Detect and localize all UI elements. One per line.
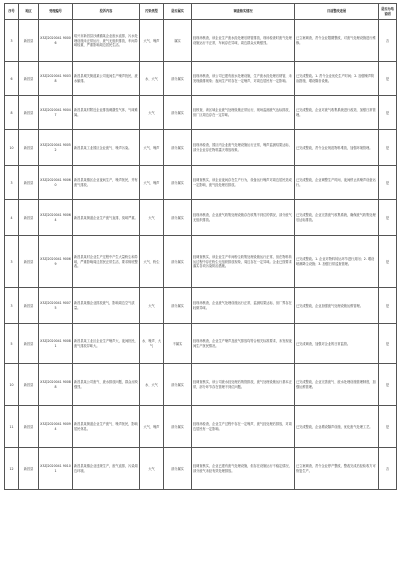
pollution-type: 水、噪声、大气 [140, 324, 164, 364]
case-code: X3ZJ2020041 90081 [39, 324, 73, 364]
investigation-details: 经调查核实，企业已建有废气处理设施，但存在设施运行不稳定情况，部分废气未经有效处理排放。 [192, 448, 295, 490]
investigation-details: 经现场核查，企业生产噪声及废气排放均符合相关标准要求，未发现夜间生产扰民情况。 [192, 324, 295, 364]
closure-status: 是 [379, 406, 397, 448]
pollution-type: 大气、噪声 [140, 20, 164, 62]
verification-status: 部分属实 [164, 288, 192, 324]
verification-status: 部分属实 [164, 236, 192, 288]
investigation-details: 经现场检查，园区内企业废气处理设施运行正常，噪声监测结果达标，部分企业存在物料露天堆放现象。 [192, 130, 295, 166]
row-number: 8 [5, 96, 19, 130]
region-cell: 新昌县 [19, 166, 39, 200]
row-number: 10 [5, 364, 19, 406]
table-header-row [5, 4, 397, 20]
closure-status: 是 [379, 62, 397, 96]
row-number: 12 [5, 448, 19, 490]
rectification-progress: 已完成整改，企业增设隔声设施，优化废气处理工艺。 [295, 406, 379, 448]
verification-status: 属实 [164, 20, 192, 62]
header-cell: 受理编号 [39, 4, 73, 20]
row-number: 3 [5, 236, 19, 288]
verification-status: 部分属实 [164, 62, 192, 96]
table-row [5, 62, 397, 96]
investigation-details: 经现场检查，企业生产过程中存在一定噪声，废气经处理后排放，对周边居民有一定影响。 [192, 406, 295, 448]
closure-status: 是 [379, 200, 397, 236]
header-cell: 目前整改进展 [295, 4, 379, 20]
closure-status: 否 [379, 448, 397, 490]
header-cell: 是否属实 [164, 4, 192, 20]
investigation-details: 经现场核查，该企业生产废水经处理后纳管排放，现场检查时废气处理设施运行不正常，车间存在异味，周边群众反映强烈。 [192, 20, 295, 62]
complaint-table [4, 3, 397, 490]
closure-status: 是 [379, 364, 397, 406]
header-cell: 地区 [19, 4, 39, 20]
header-cell: 是否办结说明 [379, 4, 397, 20]
row-number: 3 [5, 20, 19, 62]
rectification-progress: 已完成整改，企业完善废气、废水处理设施管理制度，加强运维管理。 [295, 364, 379, 406]
complaint-content: 新昌县某街道企业生产废气、噪声扰民，影响居民休息。 [73, 406, 140, 448]
table-row [5, 288, 397, 324]
complaint-content: 新昌县某镇企业违规生产，废气直排，污染周边环境。 [73, 448, 140, 490]
closure-status: 是 [379, 166, 397, 200]
pollution-type: 大气、噪声 [140, 166, 164, 200]
case-code: X3ZJ2020041 90088 [39, 364, 73, 406]
table-row [5, 448, 397, 490]
rectification-progress: 已完成整改，企业加强废气处理设施运维管理。 [295, 288, 379, 324]
row-number: 6 [5, 62, 19, 96]
rectification-progress: 已立案调查，责令企业限期整改，对废气处理设施进行维修。 [295, 20, 379, 62]
complaint-content: 新昌县某工业园区企业废气、噪声污染。 [73, 130, 140, 166]
closure-status: 是 [379, 96, 397, 130]
pollution-type: 大气、粉尘 [140, 236, 164, 288]
region-cell: 新昌县 [19, 406, 39, 448]
complaint-content: 绍兴市新昌县沙溪镇某企业废水直排，污水处理设施未正常运行，废气无组织排放，车间异味较重，严重影响周边居民生活。 [73, 20, 140, 62]
table-row [5, 166, 397, 200]
investigation-details: 经现场核查，企业废气收集处理设施存在收集不到位的情况，部分废气无组织排放。 [192, 200, 295, 236]
case-code: X3ZJ2020041 90038 [39, 62, 73, 96]
closure-status: 是 [379, 288, 397, 324]
rectification-progress: 已完成整改，企业完善废气收集系统，确保废气收集处理后达标排放。 [295, 200, 379, 236]
table-row [5, 236, 397, 288]
table-body [5, 20, 397, 490]
rectification-progress: 已完成整改，企业调整生产时间，夜间停止高噪声设备运行。 [295, 166, 379, 200]
complaint-content: 新昌县城关街道某公司夜间生产噪声扰民，废水偷排。 [73, 62, 140, 96]
header-cell: 调查核实情况 [192, 4, 295, 20]
rectification-progress: 已立案调查，责令企业停产整改，整改完成后经验收方可恢复生产。 [295, 448, 379, 490]
region-cell: 新昌县 [19, 236, 39, 288]
pollution-type: 大气 [140, 96, 164, 130]
case-code: X3ZJ2020041 90075 [39, 288, 73, 324]
pollution-type: 大气、噪声 [140, 130, 164, 166]
region-cell: 新昌县 [19, 288, 39, 324]
case-code: X3ZJ2020041 90052 [39, 130, 73, 166]
verification-status: 部分属实 [164, 448, 192, 490]
pollution-type: 大气 [140, 288, 164, 324]
region-cell: 新昌县 [19, 130, 39, 166]
region-cell: 新昌县 [19, 448, 39, 490]
complaint-content: 新昌县某街道企业生产废气直排，臭味严重。 [73, 200, 140, 236]
table-row [5, 20, 397, 62]
investigation-details: 经现场核查，该公司已建有废水处理设施，生产废水经处理后纳管，未发现偷排现象；夜间生产时存在一定噪声，对周边居民有一定影响。 [192, 62, 295, 96]
table-row [5, 96, 397, 130]
case-code: X3ZJ2020041 90060 [39, 166, 73, 200]
verification-status: 不属实 [164, 324, 192, 364]
table-row [5, 200, 397, 236]
pollution-type: 水、大气 [140, 62, 164, 96]
complaint-content: 新昌县某村企业生产过程中产生大量粉尘和异味，严重影响周边居民正常生活，要求彻底整改。 [73, 236, 140, 288]
pollution-type: 大气 [140, 448, 164, 490]
header-cell: 序号 [5, 4, 19, 20]
row-number: 11 [5, 406, 19, 448]
region-cell: 新昌县 [19, 200, 39, 236]
table-row [5, 130, 397, 166]
region-cell: 新昌县 [19, 324, 39, 364]
closure-status: 是 [379, 324, 397, 364]
complaint-content: 新昌县某工业区企业生产噪声大，夜间扰民，废气排放异味大。 [73, 324, 140, 364]
case-code: X3ZJ2020041 90094 [39, 406, 73, 448]
region-cell: 新昌县 [19, 96, 39, 130]
verification-status: 部分属实 [164, 200, 192, 236]
investigation-details: 经调查核实，该企业夜间存在生产行为，设备运行噪声对周边居民造成一定影响，废气经处理后排放。 [192, 166, 295, 200]
document-page [4, 3, 396, 490]
investigation-details: 经调查核实，该公司废水经处理后纳管排放，废气处理设施运行基本正常，部分环节存在管理不到位问题。 [192, 364, 295, 406]
table-row [5, 406, 397, 448]
row-number: 3 [5, 288, 19, 324]
rectification-progress: 已完成整改。1. 企业对物料转运环节进行封闭；2. 增设喷淋降尘设施；3. 加强日常巡查管理。 [295, 236, 379, 288]
pollution-type: 水、大气 [140, 364, 164, 406]
table-row [5, 324, 397, 364]
row-number: 5 [5, 324, 19, 364]
closure-status: 是 [379, 130, 397, 166]
verification-status: 部分属实 [164, 166, 192, 200]
pollution-type: 大气、噪声 [140, 406, 164, 448]
verification-status: 部分属实 [164, 130, 192, 166]
verification-status: 部分属实 [164, 406, 192, 448]
row-number: 10 [5, 130, 19, 166]
row-number: 3 [5, 166, 19, 200]
header-cell: 污染类型 [140, 4, 164, 20]
case-code: X3ZJ2020041 90069 [39, 236, 73, 288]
investigation-details: 经调查核实，该企业生产车间粉尘收集处理设施运行正常，但在物料转运过程中存在粉尘无组织排放现象，周边存在一定异味。企业已按要求落实各项污染防治措施。 [192, 236, 295, 288]
table-row [5, 364, 397, 406]
region-cell: 新昌县 [19, 62, 39, 96]
case-code: X3ZJ2020041 90047 [39, 96, 73, 130]
header-cell: 投诉内容 [73, 4, 140, 20]
complaint-content: 新昌县某公司废气、废水排放问题，群众反映强烈。 [73, 364, 140, 406]
rectification-progress: 已完成整改，责令企业规范物料堆放，加强环境管理。 [295, 130, 379, 166]
complaint-content: 新昌县某镇企业排放废气，影响周边空气质量。 [73, 288, 140, 324]
case-code: X3ZJ2020041 90006 [39, 20, 73, 62]
closure-status: 是 [379, 236, 397, 288]
region-cell: 新昌县 [19, 364, 39, 406]
complaint-content: 新昌县某村附近企业排放刺激性气体，气味难闻。 [73, 96, 140, 130]
verification-status: 部分属实 [164, 96, 192, 130]
case-code: X3ZJ2020041 90101 [39, 448, 73, 490]
case-code: X3ZJ2020041 90064 [39, 200, 73, 236]
verification-status: 部分属实 [164, 364, 192, 406]
rectification-progress: 已完成调查，加强对企业的日常监管。 [295, 324, 379, 364]
investigation-details: 经核查，该区域企业废气处理设施正常运行，现场监测废气达标排放，但厂区周边存在一定异味。 [192, 96, 295, 130]
pollution-type: 大气 [140, 200, 164, 236]
investigation-details: 经现场核查，企业废气处理设施运行正常，监测结果达标，但厂界存在轻微异味。 [192, 288, 295, 324]
closure-status: 否 [379, 20, 397, 62]
rectification-progress: 已完成整改，企业对废气收集系统进行改造，加强日常管理。 [295, 96, 379, 130]
row-number: 4 [5, 200, 19, 236]
rectification-progress: 已完成整改。1. 责令企业优化生产时间；2. 加强噪声防治措施，增设隔音设施。 [295, 62, 379, 96]
region-cell: 新昌县 [19, 20, 39, 62]
complaint-content: 新昌县某镇区企业夜间生产，噪声扰民，并有废气排放。 [73, 166, 140, 200]
